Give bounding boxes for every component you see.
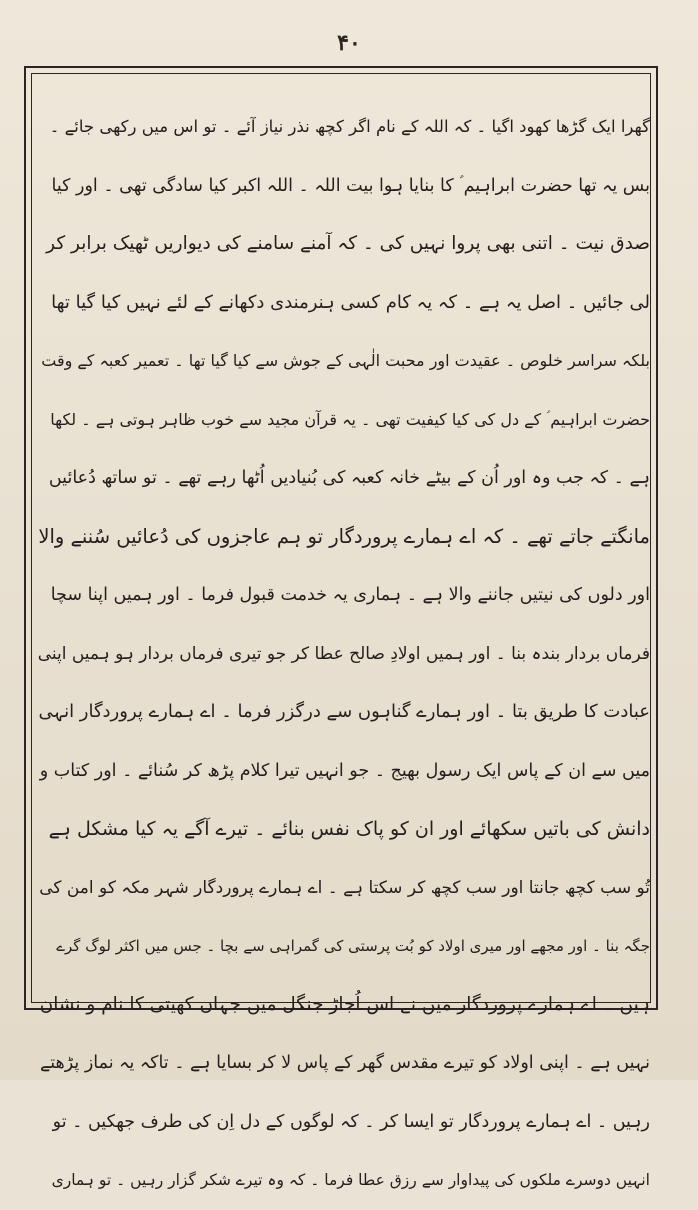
text-line: نہیں ہے ۔ اپنی اولاد کو تیرے مقدس گھر کے پاس لا کر بسایا ہے ۔ تاکہ یہ نماز پڑھتے [40,1053,650,1073]
text-line: بس یہ تھا حضرت ابراہیم ؑ کا بنایا ہوا بیت اللہ ۔ اللہ اکبر کیا سادگی تھی ۔ اور کیا [51,175,650,196]
text-line: گھرا ایک گڑھا کھود اگیا ۔ کہ اللہ کے نام اگر کچھ نذر نیاز آئے ۔ تو اس میں رکھی جائے ۔ [49,117,650,136]
text-line: مانگتے جاتے تھے ۔ کہ اے ہمارے پروردگار تو ہم عاجزوں کی دُعائیں سُننے والا [38,524,650,548]
text-line: فرماں بردار بندہ بنا ۔ اور ہمیں اولادِ صالح عطا کر جو تیری فرماں بردار ہو ہمیں اپنی [38,643,650,664]
text-line: تُو سب کچھ جانتا اور سب کچھ کر سکتا ہے ۔ اے ہمارے پروردگار شہر مکہ کو امن کی [39,877,650,898]
body-text [38,98,650,1210]
text-line: انہیں دوسرے ملکوں کی پیداوار سے رزق عطا فرما ۔ کہ وہ تیرے شکر گزار رہیں ۔ تو ہماری [51,1171,650,1189]
text-line: لی جائیں ۔ اصل یہ ہے ۔ کہ یہ کام کسی ہنرمندی دکھانے کے لئے نہیں کیا گیا تھا [51,291,650,313]
text-line: عبادت کا طریق بتا ۔ اور ہمارے گناہوں سے درگزر فرما ۔ اے ہمارے پروردگار انہی [38,701,650,722]
text-line: رہیں ۔ اے ہمارے پروردگار تو ایسا کر ۔ کہ لوگوں کے دل اِن کی طرف جھکیں ۔ تو [52,1111,650,1132]
text-line: دانش کی باتیں سکھائے اور ان کو پاک نفس بنائے ۔ تیرے آگے یہ کیا مشکل ہے [48,818,650,840]
text-line: میں سے ان کے پاس ایک رسول بھیج ۔ جو انہیں تیرا کلام پڑھ کر سُنائے ۔ اور کتاب و [39,760,650,781]
text-line: اور دلوں کی نیتیں جاننے والا ہے ۔ ہماری یہ خدمت قبول فرما ۔ اور ہمیں اپنا سچا [50,585,650,605]
page-number: ۴۰ [337,30,361,56]
text-line: ہے ۔ کہ جب وہ اور اُن کے بیٹے خانہ کعبہ کی بُنیادیں اُٹھا رہے تھے ۔ تو ساتھ دُعائیں [48,468,650,488]
text-line: بلکہ سراسر خلوص ۔ عقیدت اور محبت الٰہی کے جوش سے کیا گیا تھا ۔ تعمیر کعبہ کے وقت [41,351,650,370]
text-line: ہیں ۔ اے ہمارے پروردگار میں نے اس اُجاڑ جنگل میں جہاں کھیتی کا نام و نشان [39,993,650,1015]
text-line: صدق نیت ۔ اتنی بھی پروا نہیں کی ۔ کہ آمنے سامنے کی دیواریں ٹھیک برابر کر [46,233,650,254]
text-line: جگہ بنا ۔ اور مجھے اور میری اولاد کو بُت پرستی کی گمراہی سے بچا ۔ جس میں اکثر لوگ گرے [56,937,650,955]
text-line: حضرت ابراہیم ؑ کے دل کی کیا کیفیت تھی ۔ یہ قرآن مجید سے خوب ظاہر ہوتی ہے ۔ لکھا [50,409,650,429]
